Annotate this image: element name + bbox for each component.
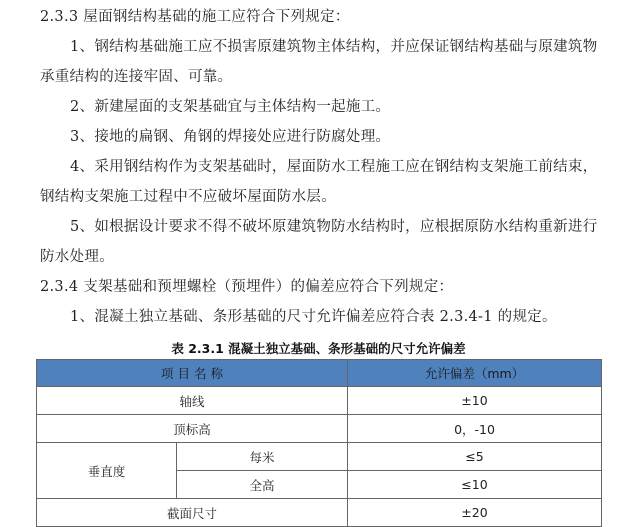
row-value: ±10 [348, 387, 602, 415]
row-item: 轴线 [37, 387, 348, 415]
row-value: ≤10 [348, 471, 602, 499]
table-caption: 表 2.3.1 混凝土独立基础、条形基础的尺寸允许偏差 [171, 341, 466, 356]
table-row [37, 387, 602, 415]
table-row [37, 443, 602, 471]
section-heading-2-3-4: 2.3.4 支架基础和预埋螺栓（预埋件）的偏差应符合下列规定： [40, 279, 454, 295]
paragraph-table-reference: 1、混凝土独立基础、条形基础的尺寸允许偏差应符合表 2.3.4-1 的规定。 [70, 309, 557, 325]
row-value: ±20 [348, 499, 602, 527]
row-item: 截面尺寸 [37, 499, 348, 527]
row-value: ≤5 [348, 443, 602, 471]
tolerance-table [36, 359, 602, 527]
table-row [37, 415, 602, 443]
header-item-name: 项 目 名 称 [37, 360, 348, 387]
paragraph-item-5: 5、如根据设计要求不得不破坏原建筑物防水结构时，应根据原防水结构重新进行防水处理。 [40, 219, 598, 265]
row-group: 垂直度 [37, 443, 177, 499]
section-heading-2-3-3: 2.3.3 屋面钢结构基础的施工应符合下列规定： [40, 9, 350, 25]
row-subitem: 每米 [177, 443, 348, 471]
row-item: 顶标高 [37, 415, 348, 443]
row-subitem: 全高 [177, 471, 348, 499]
paragraph-item-3: 3、接地的扁钢、角钢的焊接处应进行防腐处理。 [70, 129, 391, 145]
table-header-row [37, 360, 602, 387]
row-value: 0，-10 [348, 415, 602, 443]
paragraph-item-4: 4、采用钢结构作为支架基础时，屋面防水工程施工应在钢结构支架施工前结束，钢结构支架施工过程中不应破坏屋面防水层。 [40, 159, 598, 205]
header-tolerance: 允许偏差（mm） [348, 360, 602, 387]
table-row [37, 499, 602, 527]
paragraph-item-2: 2、新建屋面的支架基础宜与主体结构一起施工。 [70, 99, 391, 115]
paragraph-item-1: 1、钢结构基础施工应不损害原建筑物主体结构，并应保证钢结构基础与原建筑物承重结构的连接牢固、可靠。 [40, 39, 598, 85]
